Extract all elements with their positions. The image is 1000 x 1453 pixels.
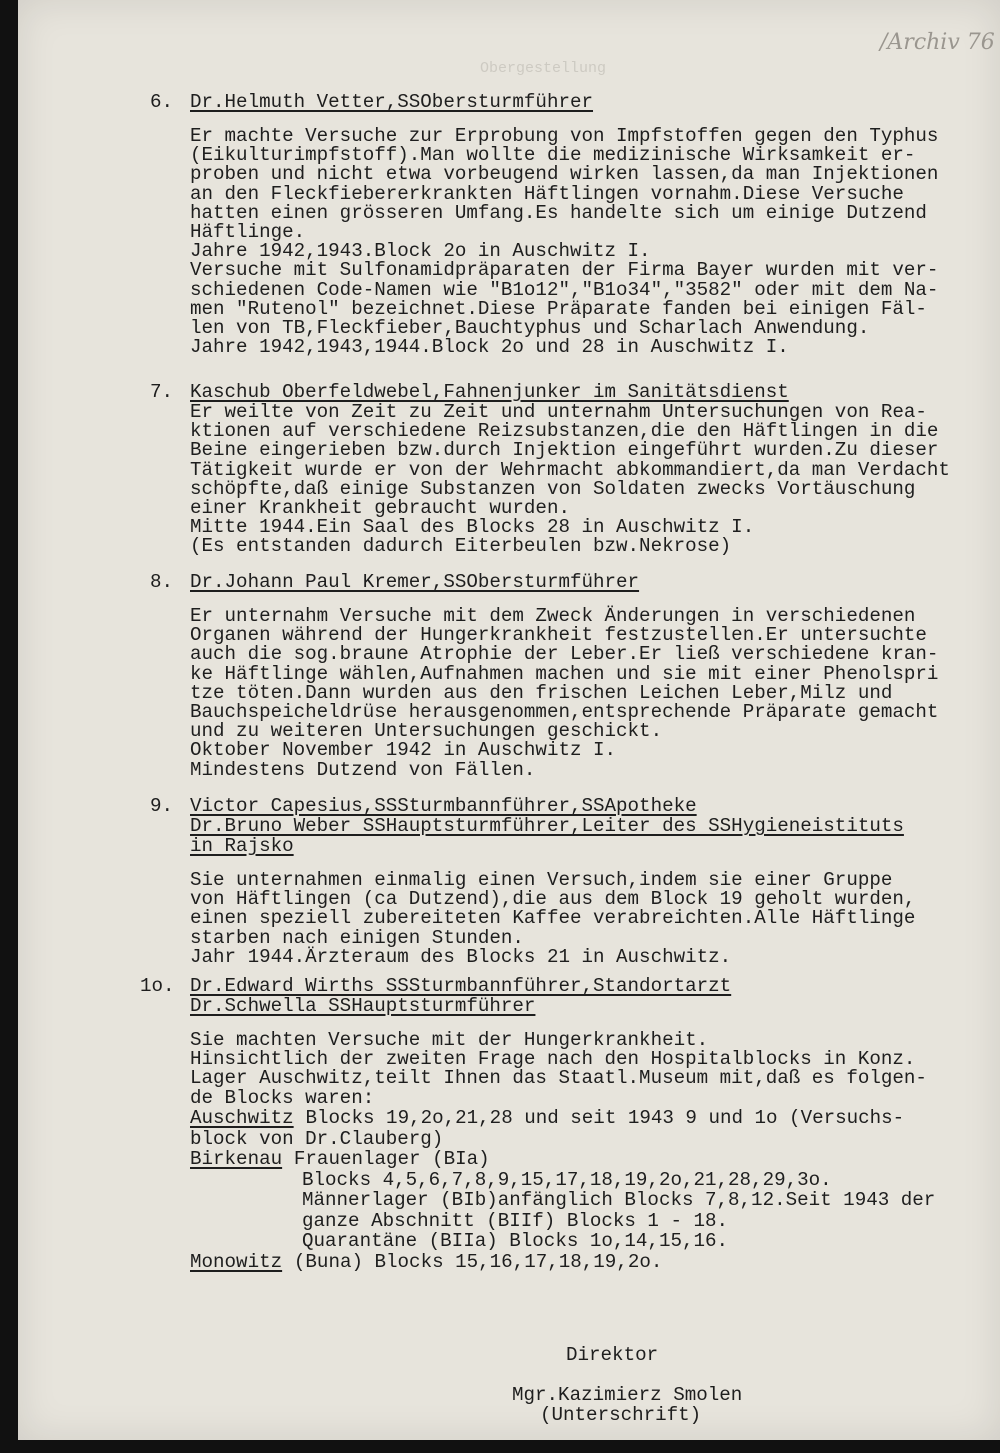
camp-blocks: Quarantäne (BIIa) Blocks 1o,14,15,16. — [302, 1230, 729, 1252]
camp-blocks: Blocks 4,5,6,7,8,9,15,17,18,19,2o,21,28,29,3o. — [302, 1168, 832, 1191]
item-body-line: Tätigkeit wurde er von der Wehrmacht abkommandiert,da man Verdacht — [190, 458, 950, 481]
binder-edge — [0, 0, 18, 1453]
signature-title: Direktor — [566, 1344, 659, 1366]
item-number: 7. — [150, 381, 174, 403]
item-body-line: len von TB,Fleckfieber,Bauchtyphus und Scharlach Anwendung. — [190, 317, 870, 339]
item-body-line: ke Häftlinge wählen,Aufnahmen machen und sie mit einer Phenolspri — [190, 662, 939, 685]
item-body-line: (Es entstanden dadurch Eiterbeulen bzw.Nekrose) — [190, 535, 732, 558]
item-body-line: Jahre 1942,1943.Block 2o in Auschwitz I. — [190, 240, 651, 263]
item-number: 9. — [150, 795, 174, 817]
item-body-line: Er weilte von Zeit zu Zeit und unternahm Untersuchungen von Rea- — [190, 401, 927, 423]
item-heading: in Rajsko — [190, 835, 294, 857]
item-heading: Kaschub Oberfeldwebel,Fahnenjunker im Sanitätsdienst — [190, 381, 789, 403]
item-body-line: und zu weiteren Untersuchungen geschickt. — [190, 720, 663, 743]
header-mark: Obergestellung — [480, 60, 607, 77]
camp-blocks: Männerlager (BIb)anfänglich Blocks 7,8,12.Seit 1943 der — [302, 1189, 936, 1211]
item-body-line: Sie unternahmen einmalig einen Versuch,indem sie einer Gruppe — [190, 869, 893, 891]
item-body-line: Hinsichtlich der zweiten Frage nach den Hospitalblocks in Konz. — [190, 1048, 916, 1071]
item-body-line: einen speziell zubereiteten Kaffee verabreichten.Alle Häftlinge — [190, 907, 916, 930]
item-body-line: proben und nicht etwa vorbeugend wirken lassen,da man Injektionen — [190, 163, 939, 186]
item-body-line: de Blocks waren: — [190, 1086, 375, 1109]
item-body-line: Häftlinge. — [190, 221, 306, 243]
item-body-line: schiedenen Code-Namen wie "B1o12","B1o34","3582" oder mit dem Na- — [190, 278, 939, 301]
item-heading: Dr.Edward Wirths SSSturmbannführer,Standortarzt — [190, 975, 732, 997]
signature-note: (Unterschrift) — [540, 1404, 702, 1426]
camp-label: Monowitz — [190, 1250, 283, 1273]
camp-label: Birkenau — [190, 1148, 283, 1170]
item-body-line: hatten einen grösseren Umfang.Es handelte sich um einige Dutzend — [190, 201, 927, 224]
item-body-line: ktionen auf verschiedene Reizsubstanzen,die den Häftlingen in die — [190, 420, 939, 443]
item-body-line: Mitte 1944.Ein Saal des Blocks 28 in Auschwitz I. — [190, 516, 755, 539]
camp-label: Auschwitz — [190, 1107, 294, 1129]
item-body-line: Er machte Versuche zur Erprobung von Impfstoffen gegen den Typhus — [190, 125, 939, 147]
item-body-line: Mindestens Dutzend von Fällen. — [190, 758, 536, 781]
item-body-line: starben nach einigen Stunden. — [190, 926, 524, 949]
item-heading: Dr.Schwella SSHauptsturmführer — [190, 995, 536, 1017]
item-heading: Victor Capesius,SSSturmbannführer,SSApotheke — [190, 795, 697, 817]
scan-bottom-edge — [0, 1440, 1000, 1453]
camp-blocks: Frauenlager (BIa) — [282, 1148, 490, 1170]
item-heading: Dr.Bruno Weber SSHauptsturmführer,Leiter des SSHygieneistituts — [190, 815, 904, 837]
handwritten-archive-note: /Archiv 76 — [880, 30, 995, 55]
item-body-line: Sie machten Versuche mit der Hungerkrankheit. — [190, 1029, 709, 1051]
item-body-line: Jahre 1942,1943,1944.Block 2o und 28 in Auschwitz I. — [190, 336, 789, 359]
item-body-line: Er unternahm Versuche mit dem Zweck Änderungen in verschiedenen — [190, 605, 916, 627]
signature-name: Mgr.Kazimierz Smolen — [512, 1384, 743, 1406]
item-body-line: schöpfte,daß einige Substanzen von Soldaten zwecks Vortäuschung — [190, 477, 916, 500]
item-body-line: (Eikulturimpfstoff).Man wollte die medizinische Wirksamkeit er- — [190, 144, 916, 167]
item-number: 1o. — [140, 975, 175, 997]
item-body-line: auch die sog.braune Atrophie der Leber.Er ließ verschiedene kran- — [190, 643, 939, 666]
item-body-line: tze töten.Dann wurden aus den frischen Leichen Leber,Milz und — [190, 681, 893, 704]
camp-blocks: (Buna) Blocks 15,16,17,18,19,2o. — [282, 1250, 663, 1273]
item-body-line: an den Fleckfiebererkrankten Häftlingen vornahm.Diese Versuche — [190, 182, 904, 205]
item-body-line: Organen während der Hungerkrankheit festzustellen.Er untersuchte — [190, 624, 927, 647]
item-body-line: Lager Auschwitz,teilt Ihnen das Staatl.Museum mit,daß es folgen- — [190, 1067, 927, 1090]
item-number: 8. — [150, 571, 174, 593]
camp-blocks: block von Dr.Clauberg) — [190, 1127, 444, 1150]
item-body-line: einer Krankheit gebraucht wurden. — [190, 497, 570, 519]
item-body-line: von Häftlingen (ca Dutzend),die aus dem Block 19 geholt wurden, — [190, 888, 916, 911]
camp-blocks: Blocks 19,2o,21,28 und seit 1943 9 und 1o (Versuchs- — [293, 1107, 905, 1129]
item-body-line: men "Rutenol" bezeichnet.Diese Präparate fanden bei einigen Fäl- — [190, 297, 927, 320]
item-body-line: Oktober November 1942 in Auschwitz I. — [190, 739, 617, 762]
item-body-line: Jahr 1944.Ärzteraum des Blocks 21 in Auschwitz. — [190, 945, 732, 968]
item-heading: Dr.Johann Paul Kremer,SSObersturmführer — [190, 571, 640, 593]
camp-blocks: ganze Abschnitt (BIIf) Blocks 1 - 18. — [302, 1209, 729, 1232]
item-body-line: Bauchspeicheldrüse herausgenommen,entsprechende Präparate gemacht — [190, 701, 939, 723]
item-heading: Dr.Helmuth Vetter,SSObersturmführer — [190, 91, 594, 113]
item-body-line: Beine eingerieben bzw.durch Injektion eingeführt wurden.Zu dieser — [190, 439, 939, 462]
item-number: 6. — [150, 91, 174, 113]
item-body-line: Versuche mit Sulfonamidpräparaten der Firma Bayer wurden mit ver- — [190, 259, 939, 282]
